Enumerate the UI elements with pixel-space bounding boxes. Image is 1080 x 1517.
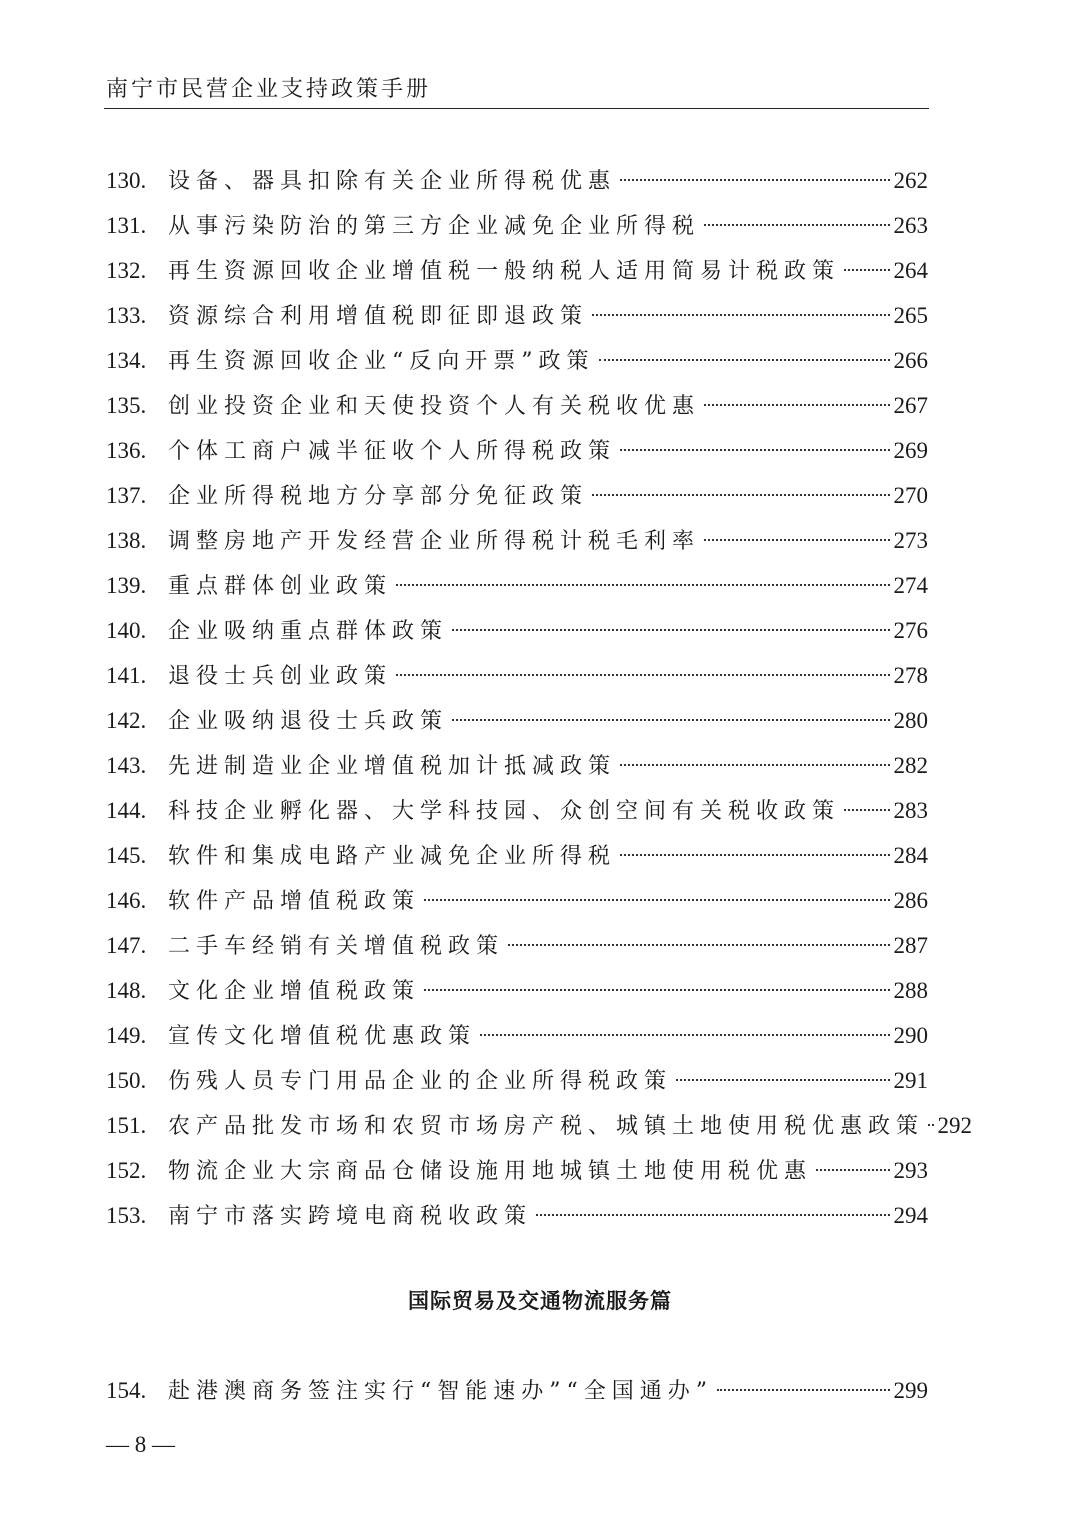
toc-entry-page: 283 bbox=[893, 798, 928, 823]
toc-entry-number: 154. bbox=[106, 1378, 147, 1403]
toc-dot-leader bbox=[844, 809, 890, 811]
toc-entry-title: 企业吸纳重点群体政策 bbox=[168, 619, 449, 644]
toc-dot-leader bbox=[928, 1124, 934, 1126]
toc-entry-page: 282 bbox=[893, 753, 928, 778]
toc-entry-number: 151. bbox=[106, 1113, 147, 1138]
toc-entry-title: 再生资源回收企业增值税一般纳税人适用简易计税政策 bbox=[168, 259, 841, 284]
toc-entry[interactable] bbox=[106, 788, 928, 833]
toc-entry[interactable] bbox=[106, 968, 928, 1013]
toc-entry-title: 企业所得税地方分享部分免征政策 bbox=[168, 484, 589, 509]
toc-dot-leader bbox=[424, 989, 890, 991]
toc-entry-number: 145. bbox=[106, 843, 147, 868]
toc-entry-page: 266 bbox=[893, 348, 928, 373]
toc-entry-page: 280 bbox=[893, 708, 928, 733]
toc-entry-number: 148. bbox=[106, 978, 147, 1003]
toc-entry-page: 265 bbox=[893, 303, 928, 328]
toc-entry[interactable] bbox=[106, 923, 928, 968]
table-of-contents bbox=[106, 158, 973, 1238]
toc-dot-leader bbox=[592, 314, 890, 316]
toc-entry[interactable] bbox=[106, 158, 928, 203]
toc-entry-page: 293 bbox=[893, 1158, 928, 1183]
toc-entry-number: 130. bbox=[106, 168, 147, 193]
toc-dot-leader bbox=[620, 764, 890, 766]
toc-entry[interactable] bbox=[106, 1013, 928, 1058]
toc-entry-title: 从事污染防治的第三方企业减免企业所得税 bbox=[168, 214, 701, 239]
toc-entry-title: 宣传文化增值税优惠政策 bbox=[168, 1024, 477, 1049]
toc-entry-page: 299 bbox=[893, 1378, 928, 1403]
toc-dot-leader bbox=[620, 179, 890, 181]
toc-entry-title: 个体工商户减半征收个人所得税政策 bbox=[168, 439, 617, 464]
toc-entry-page: 267 bbox=[893, 393, 928, 418]
toc-dot-leader bbox=[704, 404, 890, 406]
toc-entry[interactable] bbox=[106, 1103, 973, 1148]
toc-entry-title: 设备、器具扣除有关企业所得税优惠 bbox=[168, 169, 617, 194]
toc-entry-title: 农产品批发市场和农贸市场房产税、城镇土地使用税优惠政策 bbox=[168, 1114, 925, 1139]
toc-entry-number: 140. bbox=[106, 618, 147, 643]
toc-entry-page: 290 bbox=[893, 1023, 928, 1048]
toc-dot-leader bbox=[452, 629, 890, 631]
toc-entry-page: 291 bbox=[893, 1068, 928, 1093]
toc-entry-number: 153. bbox=[106, 1203, 147, 1228]
toc-entry-title: 二手车经销有关增值税政策 bbox=[168, 934, 505, 959]
toc-entry[interactable] bbox=[106, 1148, 928, 1193]
toc-entry[interactable] bbox=[106, 1193, 928, 1238]
toc-entry[interactable] bbox=[106, 563, 928, 608]
toc-entry[interactable] bbox=[106, 473, 928, 518]
toc-entry[interactable] bbox=[106, 428, 928, 473]
toc-dot-leader bbox=[844, 269, 890, 271]
toc-entry-page: 286 bbox=[893, 888, 928, 913]
section-table-of-contents bbox=[106, 1368, 928, 1413]
toc-entry-title: 资源综合利用增值税即征即退政策 bbox=[168, 304, 589, 329]
toc-entry[interactable] bbox=[106, 653, 928, 698]
toc-entry[interactable] bbox=[106, 203, 928, 248]
toc-entry-number: 144. bbox=[106, 798, 147, 823]
toc-dot-leader bbox=[599, 359, 891, 361]
toc-dot-leader bbox=[816, 1169, 890, 1171]
toc-entry-page: 287 bbox=[893, 933, 928, 958]
toc-entry-title: 重点群体创业政策 bbox=[168, 574, 393, 599]
toc-entry-number: 136. bbox=[106, 438, 147, 463]
toc-entry-number: 150. bbox=[106, 1068, 147, 1093]
section-heading: 国际贸易及交通物流服务篇 bbox=[408, 1289, 672, 1313]
toc-dot-leader bbox=[396, 584, 890, 586]
toc-entry-page: 288 bbox=[893, 978, 928, 1003]
toc-entry[interactable] bbox=[106, 878, 928, 923]
toc-entry-title: 赴港澳商务签注实行“智能速办”“全国通办” bbox=[168, 1379, 713, 1404]
toc-dot-leader bbox=[452, 719, 890, 721]
toc-entry-title: 退役士兵创业政策 bbox=[168, 664, 393, 689]
toc-entry-page: 270 bbox=[893, 483, 928, 508]
toc-entry-page: 284 bbox=[893, 843, 928, 868]
toc-entry-title: 科技企业孵化器、大学科技园、众创空间有关税收政策 bbox=[168, 799, 841, 824]
toc-entry-number: 149. bbox=[106, 1023, 147, 1048]
toc-entry-page: 262 bbox=[893, 168, 928, 193]
toc-entry-number: 132. bbox=[106, 258, 147, 283]
toc-entry[interactable] bbox=[106, 1368, 928, 1413]
toc-entry-number: 137. bbox=[106, 483, 147, 508]
toc-entry-title: 调整房地产开发经营企业所得税计税毛利率 bbox=[168, 529, 701, 554]
toc-entry-number: 143. bbox=[106, 753, 147, 778]
toc-entry-page: 276 bbox=[893, 618, 928, 643]
toc-entry[interactable] bbox=[106, 1058, 928, 1103]
toc-dot-leader bbox=[704, 539, 890, 541]
toc-entry-page: 278 bbox=[893, 663, 928, 688]
toc-entry[interactable] bbox=[106, 833, 928, 878]
toc-entry[interactable] bbox=[106, 518, 928, 563]
toc-entry-number: 152. bbox=[106, 1158, 147, 1183]
toc-entry-title: 伤残人员专门用品企业的企业所得税政策 bbox=[168, 1069, 673, 1094]
toc-entry-number: 142. bbox=[106, 708, 147, 733]
toc-entry-number: 141. bbox=[106, 663, 147, 688]
toc-entry-number: 146. bbox=[106, 888, 147, 913]
toc-entry-page: 294 bbox=[893, 1203, 928, 1228]
toc-entry[interactable] bbox=[106, 383, 928, 428]
toc-entry[interactable] bbox=[106, 608, 928, 653]
toc-dot-leader bbox=[620, 449, 890, 451]
toc-entry-number: 147. bbox=[106, 933, 147, 958]
running-header-title: 南宁市民营企业支持政策手册 bbox=[106, 77, 432, 102]
toc-dot-leader bbox=[508, 944, 890, 946]
toc-entry-title: 文化企业增值税政策 bbox=[168, 979, 421, 1004]
toc-dot-leader bbox=[676, 1079, 890, 1081]
toc-dot-leader bbox=[480, 1034, 890, 1036]
toc-dot-leader bbox=[424, 899, 890, 901]
toc-entry-page: 269 bbox=[893, 438, 928, 463]
toc-entry[interactable] bbox=[106, 698, 928, 743]
toc-entry-page: 273 bbox=[893, 528, 928, 553]
toc-entry-number: 133. bbox=[106, 303, 147, 328]
toc-entry-title: 创业投资企业和天使投资个人有关税收优惠 bbox=[168, 394, 701, 419]
toc-dot-leader bbox=[620, 854, 890, 856]
toc-entry-page: 292 bbox=[937, 1113, 973, 1138]
toc-entry-title: 再生资源回收企业“反向开票”政策 bbox=[168, 349, 595, 374]
toc-entry-number: 138. bbox=[106, 528, 147, 553]
toc-entry[interactable] bbox=[106, 293, 928, 338]
page-number: — 8 — bbox=[106, 1432, 175, 1457]
toc-entry[interactable] bbox=[106, 338, 928, 383]
toc-entry-title: 先进制造业企业增值税加计抵减政策 bbox=[168, 754, 617, 779]
toc-entry[interactable] bbox=[106, 248, 928, 293]
toc-dot-leader bbox=[704, 224, 890, 226]
toc-entry-title: 软件和集成电路产业减免企业所得税 bbox=[168, 844, 617, 869]
toc-dot-leader bbox=[536, 1214, 890, 1216]
toc-entry-page: 274 bbox=[893, 573, 928, 598]
toc-entry-number: 139. bbox=[106, 573, 147, 598]
toc-entry[interactable] bbox=[106, 743, 928, 788]
toc-dot-leader bbox=[592, 494, 890, 496]
toc-dot-leader bbox=[717, 1389, 890, 1391]
toc-entry-title: 软件产品增值税政策 bbox=[168, 889, 421, 914]
toc-entry-number: 134. bbox=[106, 348, 147, 373]
toc-entry-title: 企业吸纳退役士兵政策 bbox=[168, 709, 449, 734]
toc-entry-page: 263 bbox=[893, 213, 928, 238]
toc-entry-title: 物流企业大宗商品仓储设施用地城镇土地使用税优惠 bbox=[168, 1159, 813, 1184]
toc-entry-page: 264 bbox=[893, 258, 928, 283]
header-divider bbox=[104, 108, 929, 109]
toc-entry-number: 135. bbox=[106, 393, 147, 418]
toc-entry-title: 南宁市落实跨境电商税收政策 bbox=[168, 1204, 533, 1229]
toc-entry-number: 131. bbox=[106, 213, 147, 238]
toc-dot-leader bbox=[396, 674, 890, 676]
